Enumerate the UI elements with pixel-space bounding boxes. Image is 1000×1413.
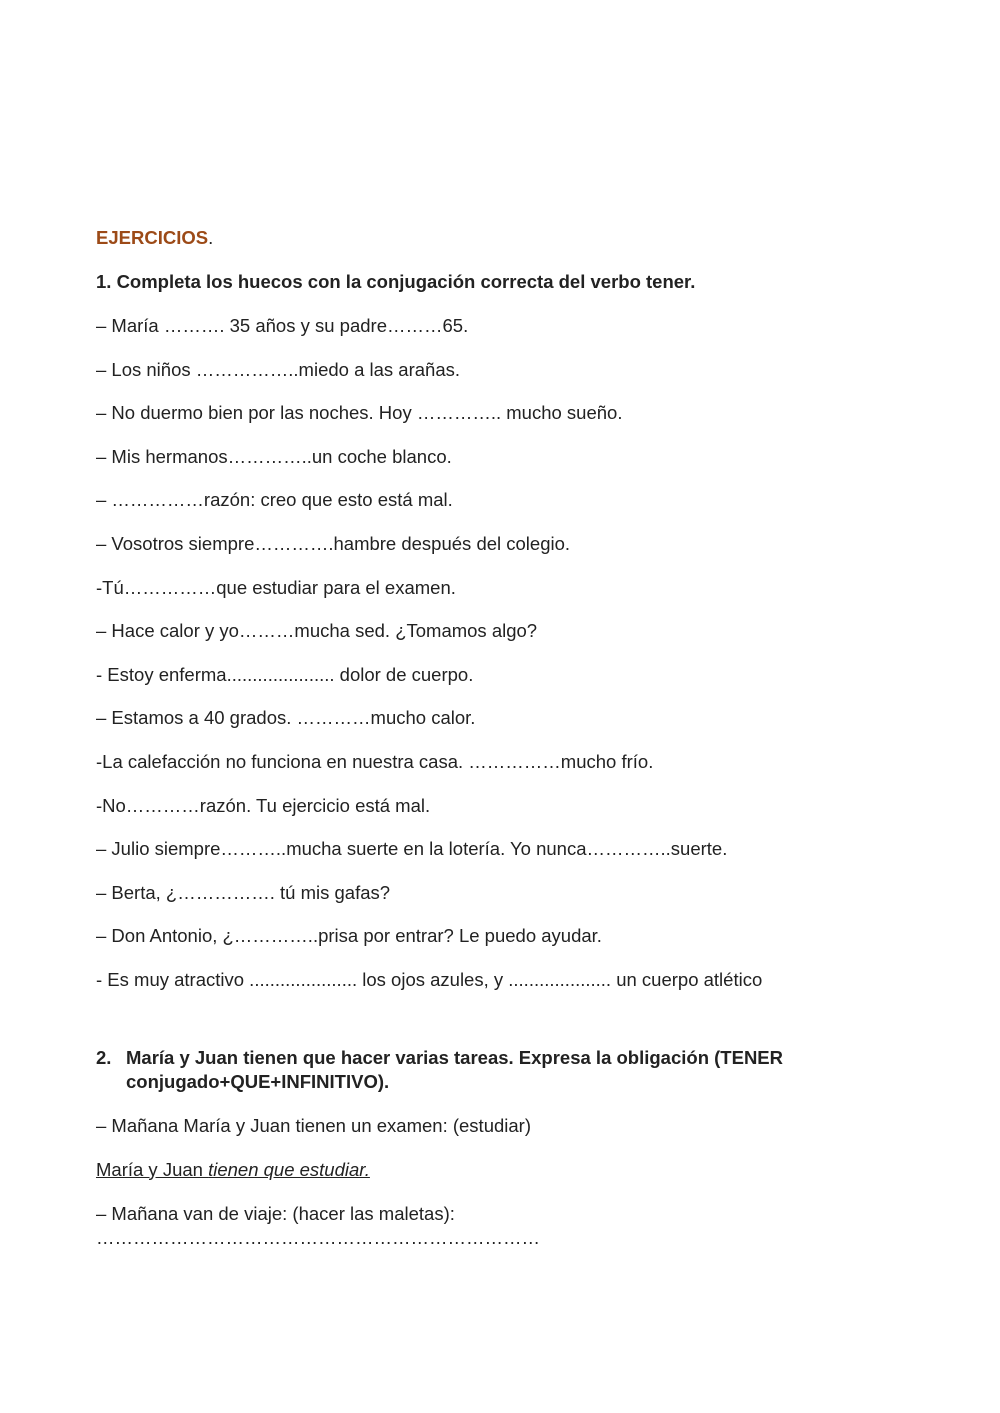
exercise-1-item: – María ………. 35 años y su padre………65.	[96, 315, 469, 336]
exercise-2-prompt: – Mañana María y Juan tienen un examen: (estudiar)	[96, 1114, 531, 1136]
exercise-1-item: - Estoy enferma..................... dolor de cuerpo.	[96, 663, 474, 685]
section-heading	[96, 226, 916, 250]
exercise-1-item: – Don Antonio, ¿…………..prisa por entrar? Le puedo ayudar.	[96, 925, 602, 947]
heading-label: EJERCICIOS	[96, 227, 209, 248]
exercise-1-item: – Berta, ¿……………. tú mis gafas?	[96, 881, 391, 903]
exercise-1-item: -La calefacción no funciona en nuestra casa. ……………mucho frío.	[96, 750, 654, 772]
exercise-1-list	[96, 314, 916, 992]
exercise-1-item: – Vosotros siempre………….hambre después del colegio.	[96, 532, 571, 554]
exercise-1-item: – Mis hermanos…………..un coche blanco.	[96, 445, 452, 467]
exercise-1-item: – ……………razón: creo que esto está mal.	[96, 489, 453, 511]
exercise-2-number: 2.	[96, 1046, 112, 1068]
answer-blank-line: ………………………………………………………………	[96, 1226, 540, 1248]
exercise-2-example	[96, 1158, 916, 1182]
worksheet-content	[96, 226, 916, 1250]
exercise-1-item: -Tú……………que estudiar para el examen.	[96, 576, 456, 598]
exercise-1-item: – Estamos a 40 grados. …………mucho calor.	[96, 707, 476, 729]
exercise-1-title: 1. Completa los huecos con la conjugación correcta del verbo tener.	[96, 271, 696, 292]
exercise-2-title	[96, 1046, 916, 1094]
exercise-1-item: -No…………razón. Tu ejercicio está mal.	[96, 794, 431, 816]
exercise-1-item: – Los niños ……………..miedo a las arañas.	[96, 358, 460, 380]
exercise-1-item: – Julio siempre………..mucha suerte en la lotería. Yo nunca…………..suerte.	[96, 838, 728, 860]
exercise-2-instructions: María y Juan tienen que hacer varias tareas. Expresa la obligación (TENER conjugado+QUE+INFINITIVO).	[126, 1046, 784, 1092]
exercise-2-prompt: – Mañana van de viaje: (hacer las maletas):	[96, 1202, 455, 1224]
example-subject: María y Juan	[96, 1158, 209, 1180]
exercise-1-item: - Es muy atractivo ..................... los ojos azules, y .................... un cuerpo atlético	[96, 968, 763, 990]
heading-punctuation: .	[208, 227, 214, 248]
example-answer: tienen que estudiar.	[208, 1158, 370, 1180]
exercise-1-item: – No duermo bien por las noches. Hoy ………….. mucho sueño.	[96, 402, 623, 424]
exercise-1-item: – Hace calor y yo………mucha sed. ¿Tomamos algo?	[96, 620, 538, 642]
